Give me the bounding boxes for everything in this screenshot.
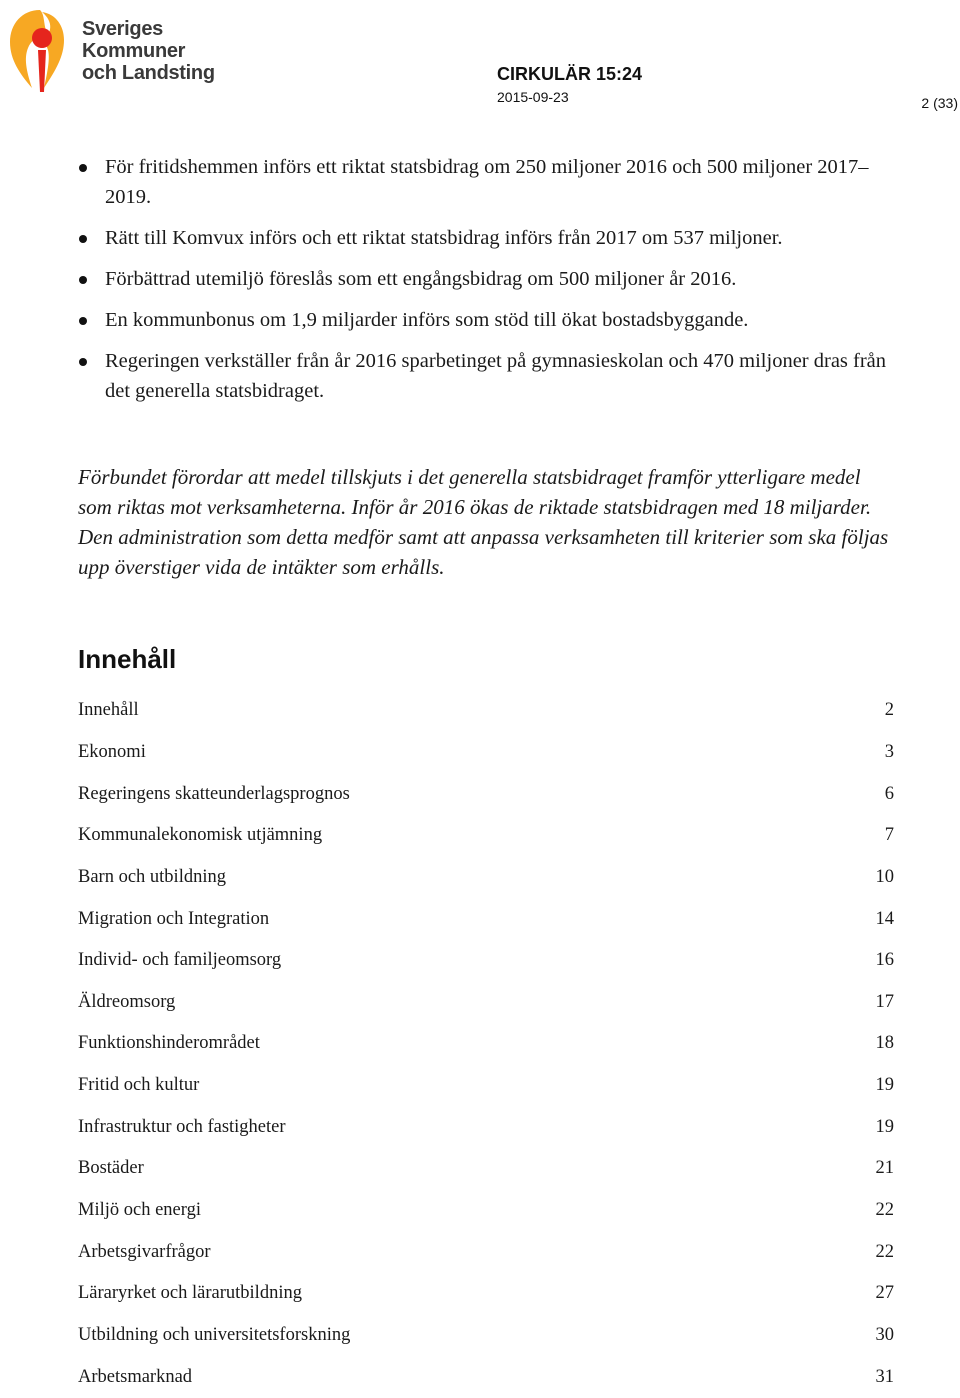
list-item-text: Förbättrad utemiljö föreslås som ett engångsbidrag om 500 miljoner år 2016.: [105, 268, 737, 290]
bullet-icon: [79, 317, 87, 325]
logo-emblem-icon: [2, 4, 82, 96]
toc-entry-title: Arbetsgivarfrågor: [78, 1241, 211, 1262]
logo-wordmark: [82, 18, 215, 84]
toc-entry-page: 7: [884, 825, 894, 846]
table-of-contents: [78, 690, 894, 1398]
toc-entry[interactable]: [78, 1231, 894, 1273]
svenska-kommuner-logo: [2, 4, 222, 96]
toc-entry[interactable]: [78, 773, 894, 815]
toc-entry-title: Kommunalekonomisk utjämning: [78, 825, 323, 846]
italic-paragraph: Förbundet förordar att medel tillskjuts i det generella statsbidraget framför ytterligare medel som riktas mot verksamheterna. Inför år 2016 ökas de riktade statsbidragen med 18 miljarder. Den administration som detta medför samt att anpassa verksamheten till kriterier som ska följas upp överstiger vida de intäkter som erhålls.: [78, 465, 889, 579]
toc-entry[interactable]: [78, 1315, 894, 1357]
toc-entry-page: 22: [875, 1200, 894, 1220]
toc-entry-page: 16: [875, 950, 894, 971]
toc-entry-page: 6: [884, 783, 894, 804]
toc-entry-title: Individ- och familjeomsorg: [78, 950, 282, 971]
toc-entry-title: Regeringens skatteunderlagsprognos: [78, 783, 350, 804]
toc-entry-page: 14: [875, 908, 894, 929]
circular-date: 2015-09-23: [497, 89, 569, 105]
toc-entry-page: 30: [875, 1324, 894, 1345]
toc-entry[interactable]: [78, 857, 894, 899]
toc-entry-page: 21: [875, 1158, 894, 1179]
toc-entry-title: Funktionshinderområdet: [78, 1033, 260, 1054]
toc-entry-title: Infrastruktur och fastigheter: [78, 1116, 286, 1137]
toc-entry-title: Äldreomsorg: [78, 991, 176, 1012]
list-item: [78, 223, 898, 253]
circular-title: CIRKULÄR 15:24: [497, 64, 643, 84]
toc-entry-title: Miljö och energi: [78, 1200, 201, 1220]
list-item: [78, 264, 898, 294]
toc-entry-page: 19: [875, 1116, 894, 1137]
bullet-icon: [79, 276, 87, 284]
toc-heading: Innehåll: [78, 644, 177, 674]
toc-entry-title: Utbildning och universitetsforskning: [78, 1324, 351, 1345]
toc-entry-title: Innehåll: [78, 700, 139, 721]
logo-line: Sveriges: [82, 18, 163, 40]
toc-entry[interactable]: [78, 940, 894, 982]
toc-entry[interactable]: [78, 815, 894, 857]
toc-entry-title: Arbetsmarknad: [78, 1366, 193, 1387]
toc-entry-title: Migration och Integration: [78, 908, 270, 929]
toc-entry-title: Fritid och kultur: [78, 1075, 200, 1096]
toc-entry-title: Ekonomi: [78, 741, 146, 762]
toc-entry-page: 18: [875, 1033, 894, 1054]
list-item-text: För fritidshemmen införs ett riktat statsbidrag om 250 miljoner 2016 och 500 miljoner 2017–2019.: [105, 156, 869, 208]
toc-entry[interactable]: [78, 732, 894, 774]
toc-entry[interactable]: [78, 1356, 894, 1398]
toc-entry-page: 31: [875, 1366, 894, 1387]
toc-entry-page: 17: [875, 991, 894, 1012]
toc-entry[interactable]: [78, 1106, 894, 1148]
list-item: [78, 346, 898, 406]
toc-entry[interactable]: [78, 1273, 894, 1315]
toc-entry[interactable]: [78, 1190, 894, 1232]
toc-entry[interactable]: [78, 1023, 894, 1065]
toc-entry-title: Bostäder: [78, 1158, 144, 1179]
toc-entry-page: 10: [875, 866, 894, 887]
toc-entry-page: 22: [875, 1241, 894, 1262]
bullet-icon: [79, 358, 87, 366]
logo-line: och Landsting: [82, 62, 215, 84]
toc-entry-page: 27: [875, 1283, 894, 1304]
toc-entry[interactable]: [78, 981, 894, 1023]
toc-entry[interactable]: [78, 690, 894, 732]
toc-entry[interactable]: [78, 1148, 894, 1190]
toc-entry-title: Barn och utbildning: [78, 866, 226, 887]
list-item: [78, 152, 898, 212]
toc-entry[interactable]: [78, 1065, 894, 1107]
bullet-icon: [79, 235, 87, 243]
toc-entry-page: 19: [875, 1075, 894, 1096]
list-item-text: Rätt till Komvux införs och ett riktat statsbidrag införs från 2017 om 537 miljoner.: [105, 227, 783, 249]
list-item-text: Regeringen verkställer från år 2016 sparbetinget på gymnasieskolan och 470 miljoner dras från det generella statsbidraget.: [105, 350, 887, 402]
page-number: 2 (33): [921, 95, 958, 111]
bullet-list: [78, 152, 898, 417]
bullet-icon: [79, 164, 87, 172]
list-item: [78, 305, 898, 335]
list-item-text: En kommunbonus om 1,9 miljarder införs som stöd till ökat bostadsbyggande.: [105, 309, 749, 331]
toc-entry-page: 2: [884, 700, 894, 721]
toc-entry-title: Läraryrket och lärarutbildning: [78, 1283, 302, 1304]
toc-entry[interactable]: [78, 898, 894, 940]
toc-entry-page: 3: [884, 741, 894, 762]
logo-line: Kommuner: [82, 40, 186, 62]
